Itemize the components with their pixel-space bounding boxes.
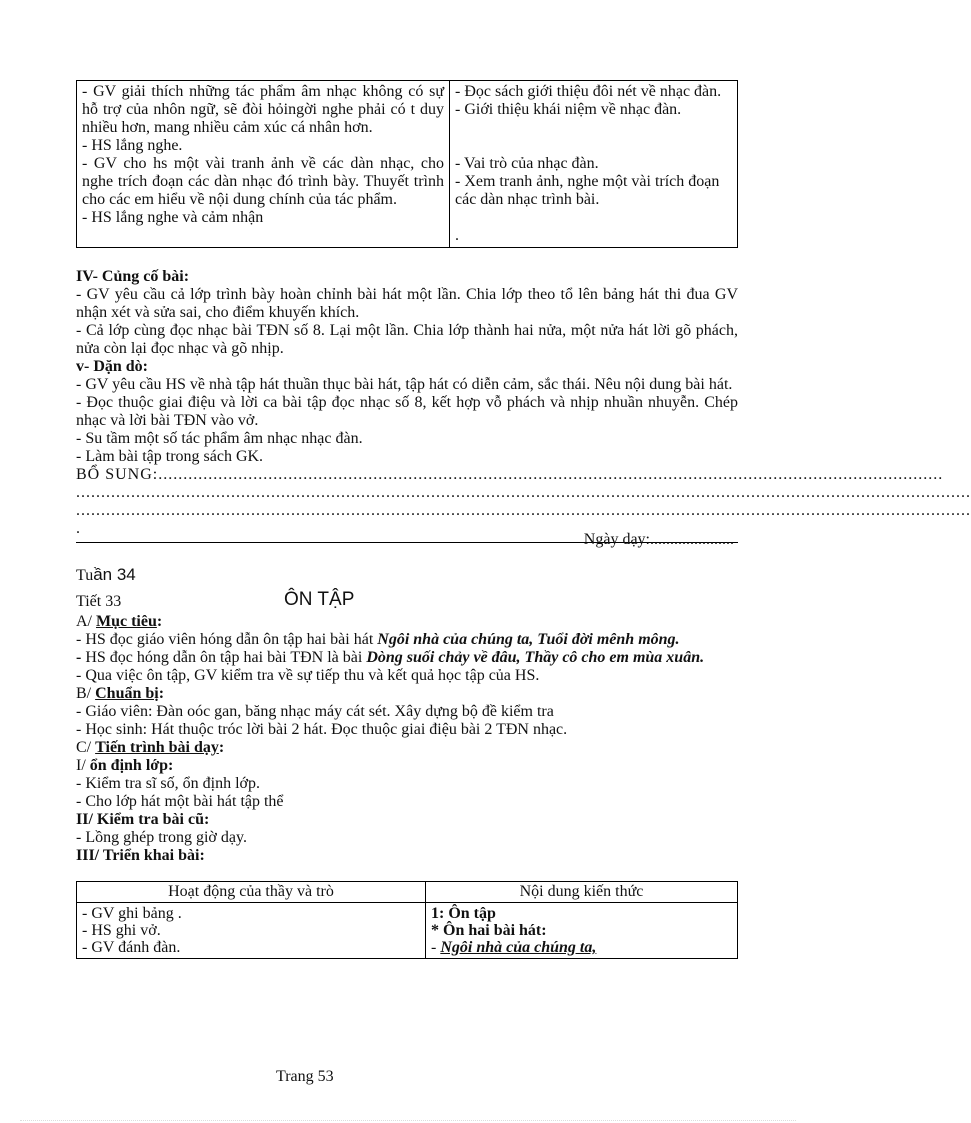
right-line: - Vai trò của nhạc đàn. bbox=[455, 155, 599, 172]
paragraph: - Qua việc ôn tập, GV kiểm tra về sự tiếp thu và kết quả học tập của HS. bbox=[76, 667, 540, 684]
heading-colon: : bbox=[156, 613, 163, 630]
paragraph: - Đọc thuộc giai điệu và lời ca bài tập đọc nhạc số 8, kết hợp vỗ phách và nhịp nhuần nhuyễn. Chép nhạc và lời bài TĐN vào vở. bbox=[76, 394, 738, 429]
paragraph: - Làm bài tập trong sách GK. bbox=[76, 448, 264, 465]
week-label bbox=[76, 565, 738, 585]
right-line: - Giới thiệu khái niệm về nhạc đàn. bbox=[455, 101, 682, 118]
heading-prefix: A/ bbox=[76, 613, 96, 630]
teacher-student-activity-cell bbox=[77, 81, 450, 248]
teaching-date: Ngày dạy:..................... bbox=[583, 531, 734, 548]
section-heading: IV- Củng cố bài: bbox=[76, 268, 190, 285]
review-section bbox=[76, 811, 738, 847]
preparation-section bbox=[76, 685, 738, 739]
table-row bbox=[77, 81, 738, 248]
section-heading: III/ Triển khai bài: bbox=[76, 847, 205, 864]
supplement-line bbox=[76, 466, 944, 484]
deployment-section bbox=[76, 847, 738, 865]
column-header: Nội dung kiến thức bbox=[426, 882, 738, 903]
activity-table bbox=[76, 80, 738, 248]
text: - HS đọc giáo viên hóng dẫn ôn tập hai bài hát bbox=[76, 631, 378, 648]
left-line: - HS lắng nghe. bbox=[82, 137, 183, 154]
paragraph: - Lồng ghép trong giờ dạy. bbox=[76, 829, 247, 846]
heading-colon: : bbox=[158, 685, 165, 702]
section-heading bbox=[76, 685, 738, 703]
class-order-section bbox=[76, 757, 738, 811]
dotted-line: ................................................................................................................................................................................... bbox=[76, 484, 971, 501]
paragraph: - Cả lớp cùng đọc nhạc bài TĐN số 8. Lại một lần. Chia lớp thành hai nửa, một nửa hát lời gõ phách, nửa còn lại đọc nhạc và gõ nhịp. bbox=[76, 322, 738, 357]
teacher-student-activity-cell bbox=[77, 903, 426, 959]
left-line: - HS lắng nghe và cảm nhận bbox=[82, 209, 264, 226]
left-line: - GV đánh đàn. bbox=[82, 939, 181, 956]
heading-text: Mục tiêu bbox=[96, 613, 157, 630]
dotted-line: ................................................................................................................................................................................... bbox=[76, 502, 971, 519]
right-line: - Xem tranh ảnh, nghe một vài trích đoạn các dàn nhạc trình bài. bbox=[455, 173, 720, 208]
page bbox=[76, 80, 971, 959]
section-heading bbox=[76, 757, 738, 775]
heading-colon: : bbox=[218, 739, 225, 756]
paragraph: - GV yêu cầu cả lớp trình bày hoàn chỉnh bài hát một lần. Chia lớp theo tổ lên bảng hát thi đua GV nhận xét và sửa sai, cho điểm khuyến khích. bbox=[76, 286, 738, 321]
page-edge bbox=[20, 1120, 796, 1121]
text: - bbox=[431, 939, 441, 956]
table-header-row bbox=[77, 882, 738, 903]
lesson-title-row bbox=[76, 589, 738, 613]
content-cell bbox=[450, 81, 738, 248]
spacer bbox=[82, 227, 444, 245]
song-name: Ngôi nhà của chúng ta, bbox=[440, 939, 597, 956]
right-line: 1: Ôn tập bbox=[431, 905, 496, 922]
heading-colon: : bbox=[168, 757, 174, 774]
right-line: - Đọc sách giới thiệu đôi nét về nhạc đàn. bbox=[455, 83, 722, 100]
section-heading bbox=[76, 739, 738, 757]
right-line bbox=[431, 939, 732, 956]
paragraph: - Su tầm một số tác phẩm âm nhạc nhạc đàn. bbox=[76, 430, 363, 447]
song-names: Dòng suối chảy về đâu, Thầy cô cho em mùa xuân. bbox=[366, 649, 705, 666]
week-number: ần 34 bbox=[93, 565, 136, 584]
paragraph: - Học sinh: Hát thuộc tróc lời bài 2 hát. Đọc thuộc giai điệu bài 2 TĐN nhạc. bbox=[76, 721, 568, 738]
dotted-line: . bbox=[76, 520, 81, 537]
paragraph: - Kiểm tra sĩ số, ổn định lớp. bbox=[76, 775, 260, 792]
heading-text: Chuẩn bị bbox=[95, 685, 159, 702]
homework-section bbox=[76, 358, 738, 466]
supplement-label: BỔ SUNG: bbox=[76, 466, 159, 483]
page-number: Trang 53 bbox=[276, 1068, 334, 1085]
supplement-section bbox=[76, 466, 971, 538]
right-line: * Ôn hai bài hát: bbox=[431, 922, 547, 939]
left-line: - GV ghi bảng . bbox=[82, 905, 182, 922]
consolidation-section bbox=[76, 268, 738, 358]
left-line: - GV cho hs một vài tranh ảnh về các dàn nhạc, cho nghe trích đoạn các dàn nhạc đó trình bày. Thuyết trình cho các em hiểu về nội dung chính của tác phẩm. bbox=[82, 155, 444, 208]
paragraph: - GV yêu cầu HS về nhà tập hát thuần thục bài hát, tập hát có diễn cảm, sắc thái. Nêu nội dung bài hát. bbox=[76, 376, 733, 393]
left-line: - HS ghi vở. bbox=[82, 922, 161, 939]
lesson-table bbox=[76, 881, 738, 959]
period-label: Tiết 33 bbox=[76, 593, 122, 610]
content-cell bbox=[426, 903, 738, 959]
paragraph bbox=[76, 631, 738, 649]
heading-text: Tiến trình bài dạy bbox=[95, 739, 219, 756]
spacer bbox=[455, 119, 732, 137]
paragraph: - Cho lớp hát một bài hát tập thể bbox=[76, 793, 284, 810]
paragraph: - Giáo viên: Đàn oóc gan, băng nhạc máy cát sét. Xây dựng bộ đề kiểm tra bbox=[76, 703, 554, 720]
spacer bbox=[455, 137, 732, 155]
section-heading: v- Dặn dò: bbox=[76, 358, 149, 375]
song-names: Ngôi nhà của chúng ta, Tuổi đời mênh mông. bbox=[377, 631, 680, 648]
dotted-line: ............................................................................................................................................................. bbox=[158, 466, 944, 483]
column-header: Hoạt động của thầy và trò bbox=[77, 882, 426, 903]
section-heading bbox=[76, 613, 738, 631]
objectives-section bbox=[76, 613, 738, 685]
paragraph bbox=[76, 649, 738, 667]
heading-text: ổn định lớp bbox=[89, 757, 169, 774]
spacer bbox=[455, 209, 732, 227]
heading-prefix: C/ bbox=[76, 739, 96, 756]
lesson-title: ÔN TẬP bbox=[284, 589, 355, 610]
section-heading: II/ Kiểm tra bài cũ: bbox=[76, 811, 210, 828]
heading-prefix: I/ bbox=[76, 757, 90, 774]
date-divider bbox=[76, 531, 738, 563]
heading-prefix: B/ bbox=[76, 685, 96, 702]
text: - bbox=[76, 649, 86, 666]
week-prefix: Tu bbox=[76, 567, 94, 584]
table-row bbox=[77, 903, 738, 959]
right-line: . bbox=[455, 227, 459, 244]
procedure-section bbox=[76, 739, 738, 757]
left-line: - GV giải thích những tác phẩm âm nhạc không có sự hỗ trợ của nhôn ngữ, sẽ đòi hỏingời nghe phải có t duy nhiều hơn, mang nhiều cảm xúc cá nhân hơn. bbox=[82, 83, 444, 136]
text: HS đọc hóng dẫn ôn tập hai bài TĐN là bài bbox=[85, 649, 367, 666]
